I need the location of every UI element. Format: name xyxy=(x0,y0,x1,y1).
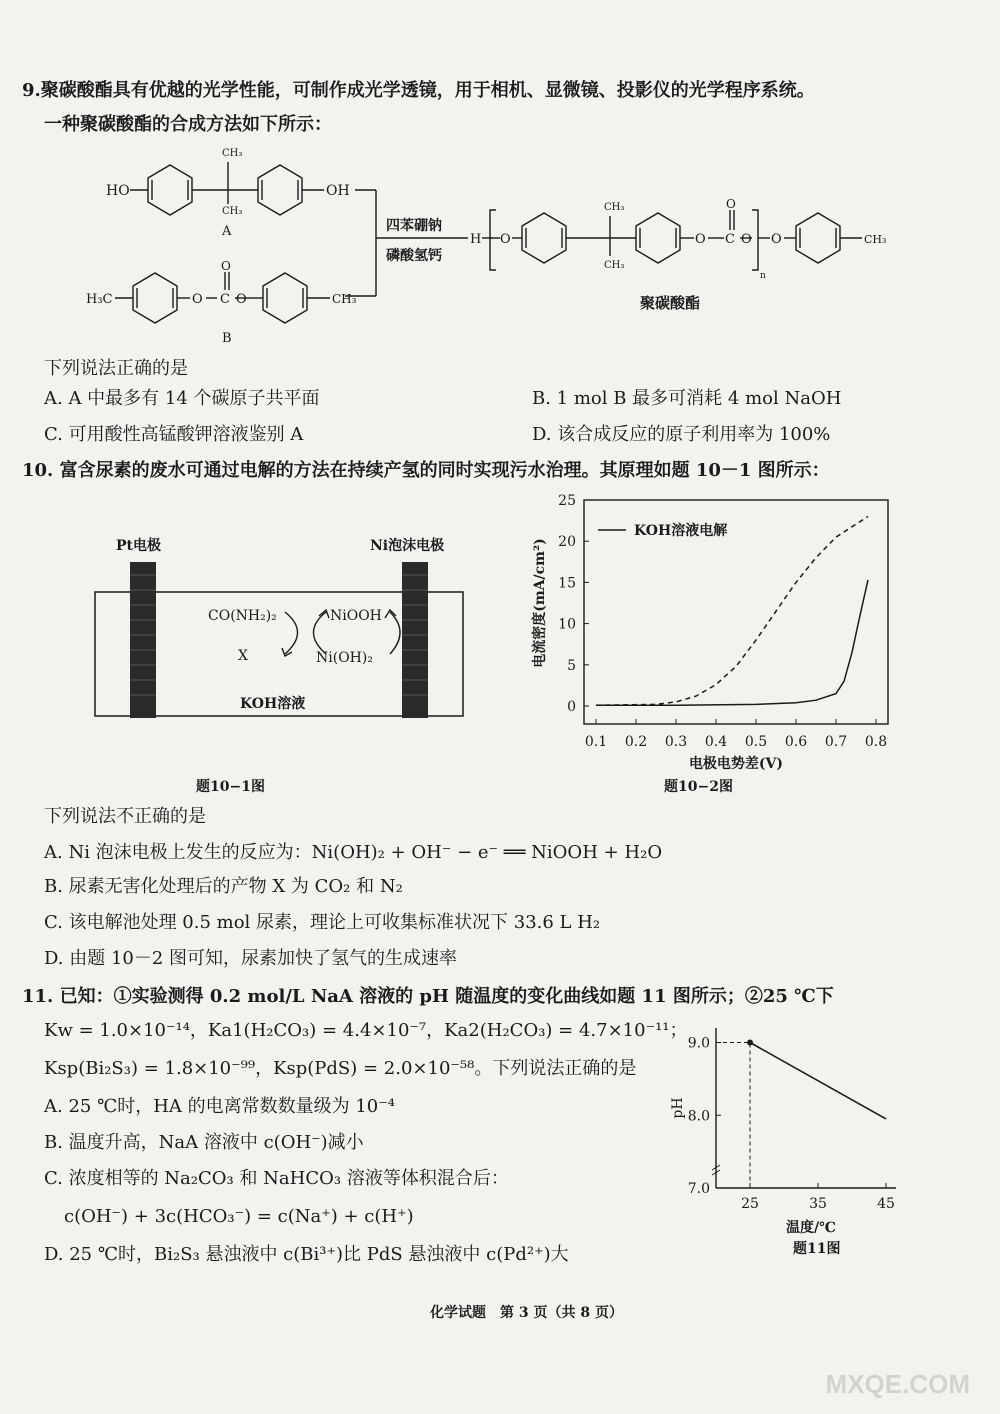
o-left-b: O xyxy=(192,292,203,307)
q10-option-d: D. 由题 10－2 图可知，尿素加快了氢气的生成速率 xyxy=(44,948,458,969)
y-axis-label: pH xyxy=(670,1097,686,1119)
q9-option-b: B. 1 mol B 最多可消耗 4 mol NaOH xyxy=(532,388,842,409)
q11-option-d: D. 25 ℃时，Bi₂S₃ 悬浊液中 c(Bi³⁺)比 PdS 悬浊液中 c(Pd²⁺)大 xyxy=(44,1244,569,1265)
y-tick-label: 0 xyxy=(567,699,576,715)
q9-stem-line1: 9.聚碳酸酯具有优越的光学性能，可制作成光学透镜，用于相机、显微镜、投影仪的光学程序系统。 xyxy=(22,80,815,101)
ch3-b: CH₃ xyxy=(332,292,357,306)
q9-prompt: 下列说法正确的是 xyxy=(44,358,188,379)
y-tick-label: 15 xyxy=(558,575,576,592)
ph-line xyxy=(750,1043,886,1119)
label-a: A xyxy=(222,224,232,239)
arrow-niooh-to-nioh2 xyxy=(314,612,327,654)
fig-10-1-cell xyxy=(80,520,480,780)
benzene-ring-b1 xyxy=(133,273,177,323)
x-tick-label: 0.6 xyxy=(784,734,808,750)
n-subscript: n xyxy=(760,271,766,281)
x-tick-label: 0.7 xyxy=(824,734,848,750)
reagent-2: 磷酸氢钙 xyxy=(386,248,442,264)
arrow-regenerate xyxy=(390,612,400,654)
x-tick-label: 45 xyxy=(877,1196,895,1212)
svg-text:CH₃: CH₃ xyxy=(864,233,887,246)
svg-text:CH₃: CH₃ xyxy=(604,260,625,271)
product-name: 聚碳酸酯 xyxy=(640,294,701,312)
series-line-solid xyxy=(596,580,868,705)
fig-11-chart xyxy=(670,1020,930,1260)
x-tick-label: 0.2 xyxy=(624,734,648,750)
h-end: H xyxy=(470,232,482,247)
h3c-label-b: H₃C xyxy=(86,292,113,307)
q11-stem-line1: 11. 已知：①实验测得 0.2 mol/L NaA 溶液的 pH 随温度的变化曲线如题 11 图所示；②25 ℃下 xyxy=(22,986,834,1007)
o-top-b: O xyxy=(221,259,231,273)
y-tick-label: 8.0 xyxy=(687,1108,710,1125)
svg-text:O: O xyxy=(741,232,752,247)
svg-text:C: C xyxy=(220,292,230,307)
x-tick-label: 0.4 xyxy=(704,734,728,750)
q10-option-c: C. 该电解池处理 0.5 mol 尿素，理论上可收集标准状况下 33.6 L H₂ xyxy=(44,912,601,933)
svg-text:C: C xyxy=(725,232,735,247)
q9-option-d: D. 该合成反应的原子利用率为 100% xyxy=(532,424,831,445)
legend-label: KOH溶液电解 xyxy=(634,523,728,539)
q10-option-a: A. Ni 泡沫电极上发生的反应为：Ni(OH)₂ + OH⁻ − e⁻ ══ NiOOH + H₂O xyxy=(44,842,663,863)
reagent-1: 四苯硼钠 xyxy=(386,218,442,234)
dashed-guide xyxy=(716,1043,750,1188)
q11-option-a: A. 25 ℃时，HA 的电离常数数量级为 10⁻⁴ xyxy=(44,1096,395,1117)
y-axis-label: 电流密度(mA/cm²) xyxy=(532,538,548,668)
q11-stem-line3: Ksp(Bi₂S₃) = 1.8×10⁻⁹⁹，Ksp(PdS) = 2.0×10⁻⁵⁸。下列说法正确的是 xyxy=(44,1058,637,1079)
y-tick-label: 5 xyxy=(567,657,576,674)
watermark-logo xyxy=(800,1324,970,1404)
q10-option-b: B. 尿素无害化处理后的产物 X 为 CO₂ 和 N₂ xyxy=(44,876,403,897)
ch3-top-a: CH₃ xyxy=(222,148,243,159)
benzene-ring-a1 xyxy=(148,165,192,215)
svg-text:O: O xyxy=(726,197,736,211)
benzene-ring-a2 xyxy=(258,165,302,215)
y-tick-label: 25 xyxy=(558,493,576,509)
pt-electrode-label: Pt电极 xyxy=(116,538,161,554)
o-right-b: O xyxy=(236,292,247,307)
watermark-text: MXQE.COM xyxy=(825,1369,970,1399)
fig-10-2-caption: 题10−2图 xyxy=(664,779,733,795)
page-footer: 化学试题 第 3 页（共 8 页） xyxy=(430,1305,623,1321)
q11-option-c: C. 浓度相等的 Na₂CO₃ 和 NaHCO₃ 溶液等体积混合后： xyxy=(44,1168,509,1189)
x-tick-label: 0.8 xyxy=(864,734,888,750)
q10-stem: 10. 富含尿素的废水可通过电解的方法在持续产氢的同时实现污水治理。其原理如题 10－1 图所示： xyxy=(22,460,830,481)
fig-11-caption: 题11图 xyxy=(793,1241,841,1257)
ni-electrode-label: Ni泡沫电极 xyxy=(370,538,445,554)
series-line-dashed xyxy=(596,517,868,706)
y-tick-label: 9.0 xyxy=(687,1035,710,1052)
svg-text:CH₃: CH₃ xyxy=(604,202,625,213)
x-tick-label: 0.3 xyxy=(664,734,688,750)
q11-stem-line2: Kw = 1.0×10⁻¹⁴，Ka1(H₂CO₃) = 4.4×10⁻⁷，Ka2(H₂CO₃) = 4.7×10⁻¹¹； xyxy=(44,1020,688,1041)
data-point-25c xyxy=(747,1040,753,1046)
label-b: B xyxy=(222,331,232,346)
x-label: X xyxy=(238,648,248,664)
urea-label: CO(NH₂)₂ xyxy=(208,608,277,624)
nioh2-label: Ni(OH)₂ xyxy=(316,650,373,666)
arrow-urea-to-x xyxy=(285,612,298,654)
koh-solution-label: KOH溶液 xyxy=(240,696,306,712)
q9-stem-line2: 一种聚碳酸酯的合成方法如下所示： xyxy=(44,114,332,135)
x-axis-label: 温度/℃ xyxy=(786,1220,836,1236)
y-tick-label: 10 xyxy=(558,616,576,633)
ho-label: HO xyxy=(106,183,130,199)
plot-frame xyxy=(584,500,888,724)
svg-text:O: O xyxy=(771,232,782,247)
q11-option-c-equation: c(OH⁻) + 3c(HCO₃⁻) = c(Na⁺) + c(H⁺) xyxy=(64,1206,414,1227)
q10-prompt: 下列说法不正确的是 xyxy=(44,806,206,827)
svg-text:O: O xyxy=(500,232,511,247)
y-tick-label: 7.0 xyxy=(687,1181,710,1197)
oh-label: OH xyxy=(326,183,350,199)
x-tick-label: 0.1 xyxy=(584,734,608,750)
fig-10-2-chart xyxy=(520,490,940,790)
fig-10-1-caption: 题10−1图 xyxy=(196,779,265,795)
q11-option-b: B. 温度升高，NaA 溶液中 c(OH⁻)减小 xyxy=(44,1132,364,1153)
q9-option-a: A. A 中最多有 14 个碳原子共平面 xyxy=(44,388,320,409)
niooh-label: NiOOH xyxy=(330,608,382,624)
y-tick-label: 20 xyxy=(558,534,576,551)
benzene-ring-b2 xyxy=(263,273,307,323)
x-tick-label: 25 xyxy=(741,1196,759,1212)
ch3-bottom-a: CH₃ xyxy=(222,206,243,217)
q9-option-c: C. 可用酸性高锰酸钾溶液鉴别 A xyxy=(44,424,304,445)
x-axis-label: 电极电势差(V) xyxy=(688,756,784,772)
svg-text:O: O xyxy=(695,232,706,247)
x-tick-label: 0.5 xyxy=(744,734,768,750)
x-tick-label: 35 xyxy=(809,1196,827,1212)
q9-reaction-scheme xyxy=(0,140,1000,346)
